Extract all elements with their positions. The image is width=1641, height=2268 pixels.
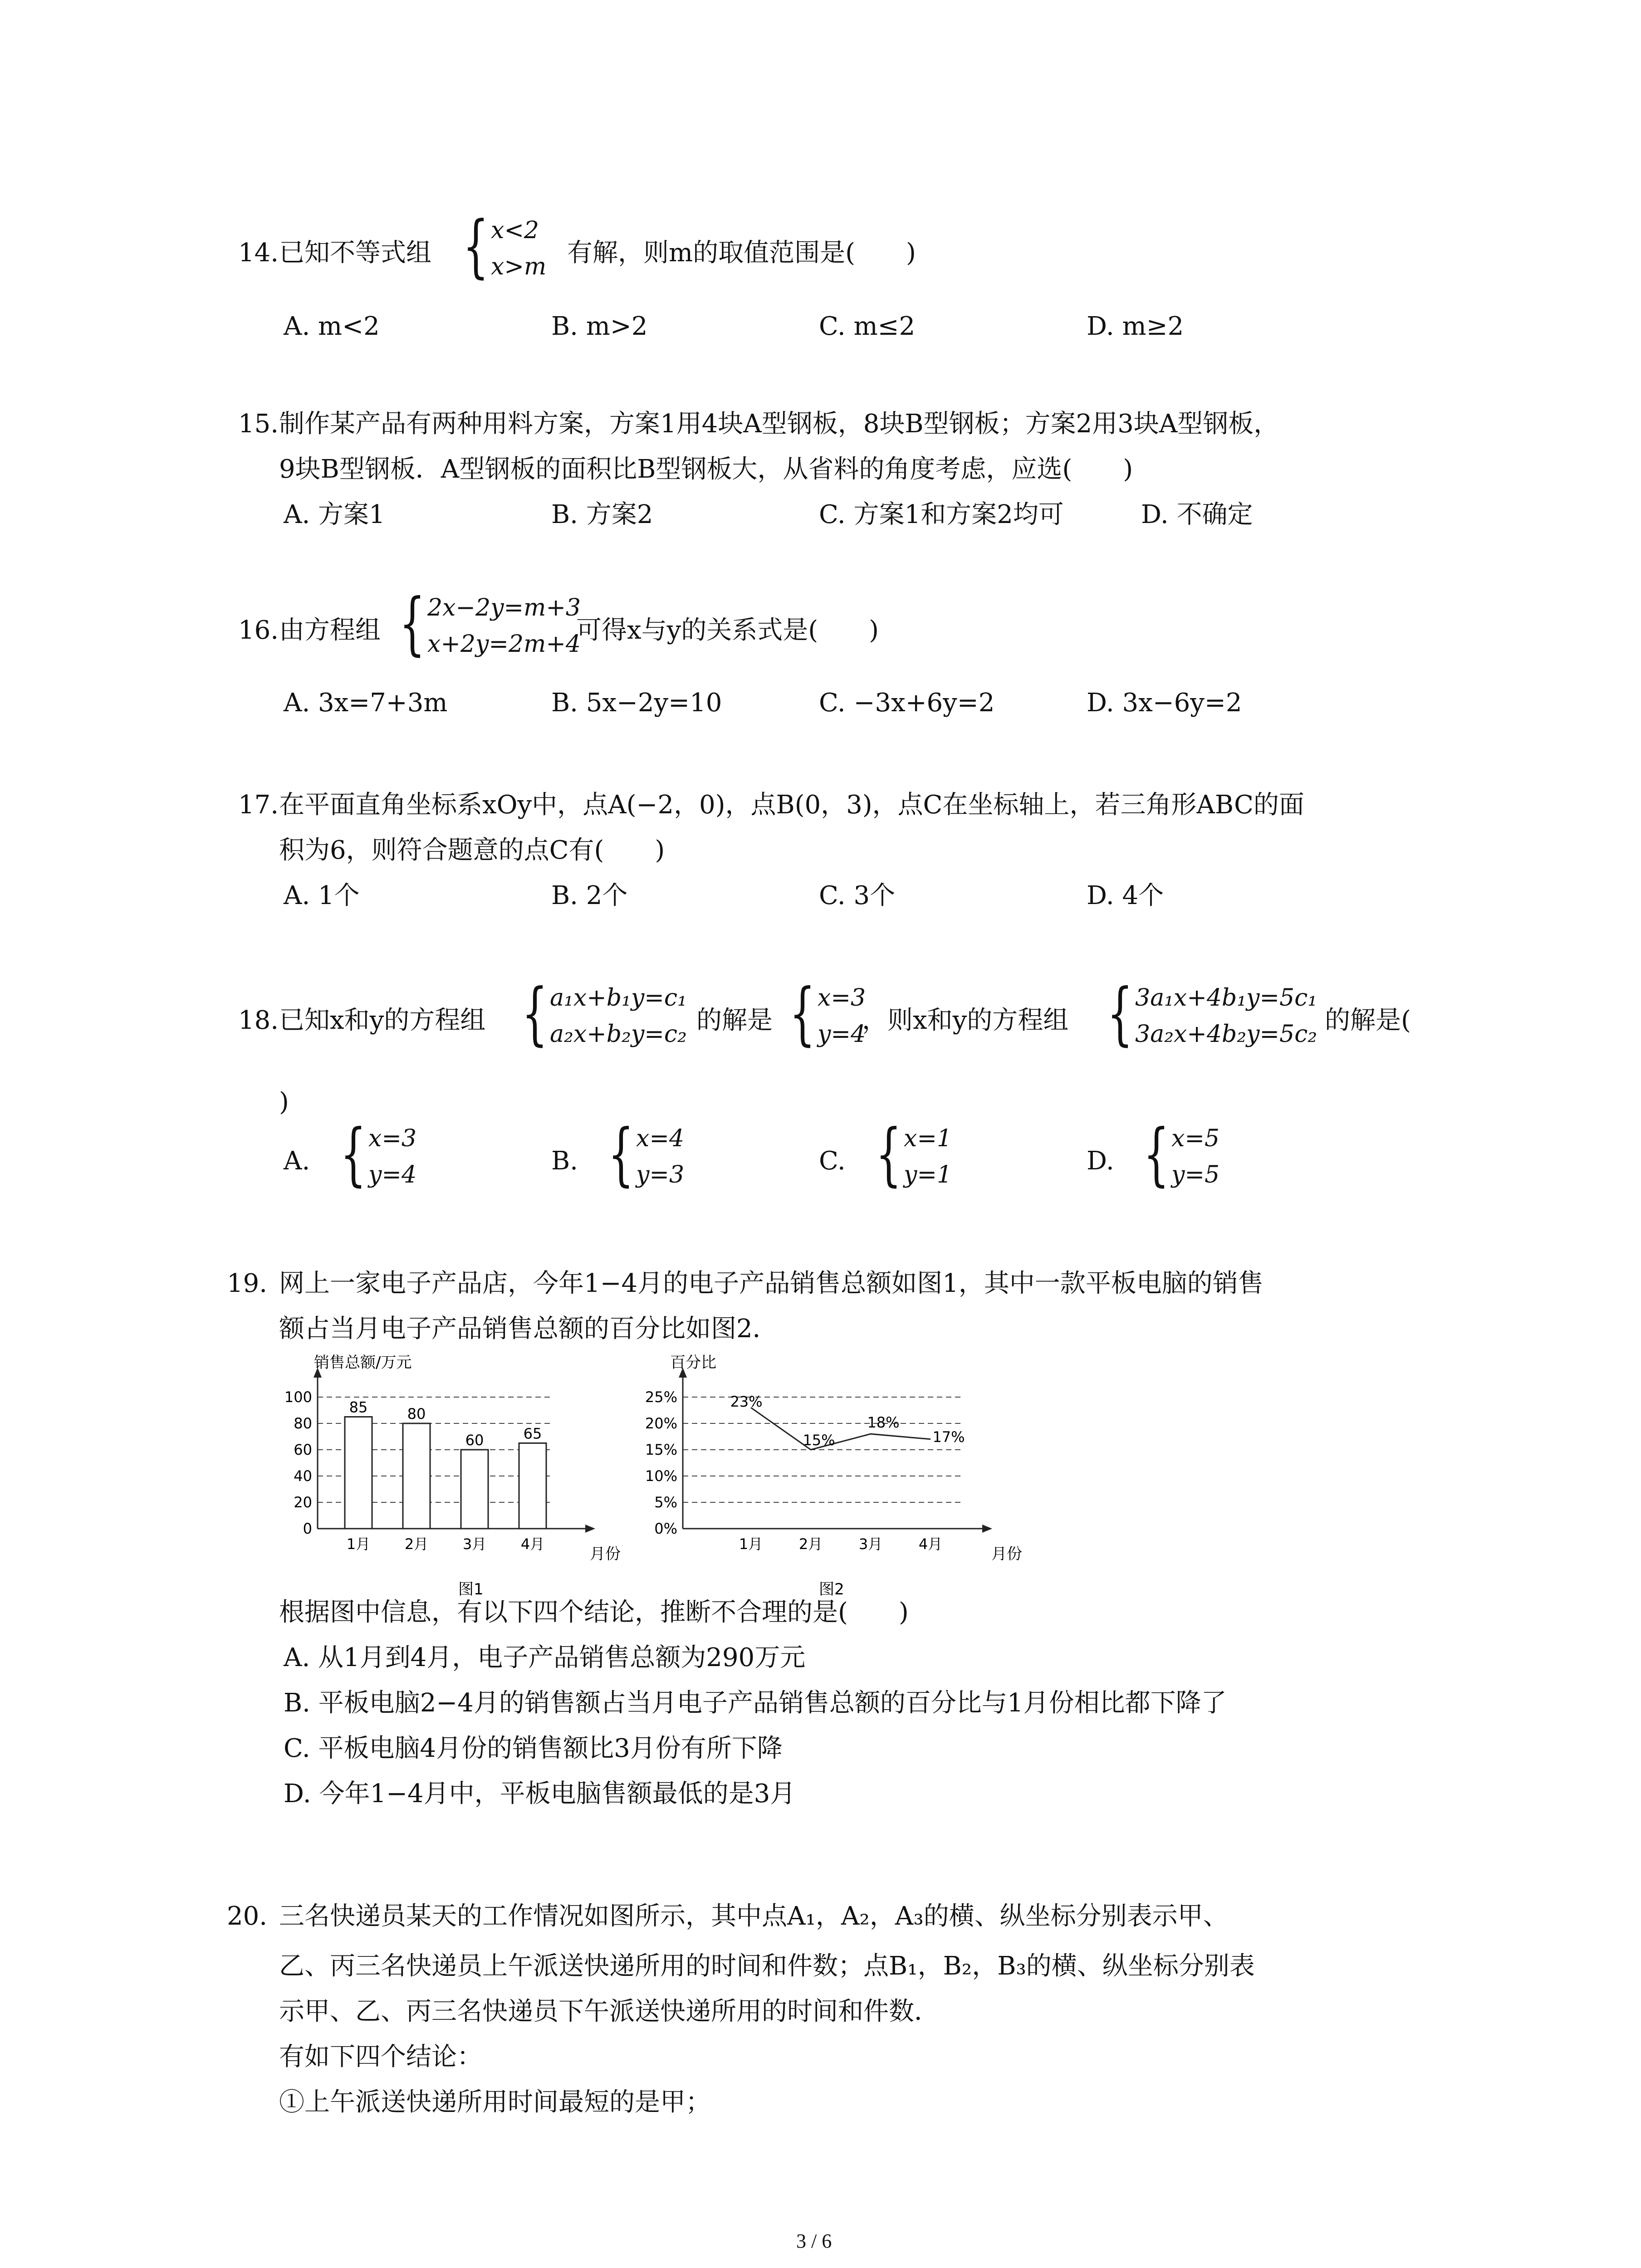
option-label: B. [551,1146,578,1176]
question-number: 19. [227,1269,268,1298]
brace-icon: { [789,974,816,1053]
system-line: x=4 [636,1125,684,1152]
brace-icon: { [522,974,548,1053]
question-text: 的解是( [1325,1006,1411,1035]
bar [345,1417,372,1529]
brace-icon: { [608,1115,634,1194]
brace-icon: { [876,1115,902,1194]
option-label: D. [1087,1146,1114,1176]
y-tick-label: 20 [294,1494,312,1511]
question-text: 乙、丙三名快递员上午派送快递所用的时间和件数；点B₁，B₂，B₃的横、纵坐标分别表 [279,1951,1255,1981]
option-a[interactable]: A. 方案1 [284,500,385,529]
option-b[interactable]: B. 方案2 [551,500,653,529]
option-d[interactable]: D. 3x−6y=2 [1087,688,1242,718]
option-c[interactable]: C. 3个 [819,881,896,910]
y-tick-label: 20% [645,1415,677,1432]
question-text: ，则x和y的方程组 [862,1006,1069,1035]
chart-title: 图1 [458,1580,484,1598]
y-tick-label: 100 [284,1388,312,1406]
question-text: 根据图中信息，有以下四个结论，推断不合理的是( ) [279,1598,909,1627]
question-text: ) [279,1087,289,1117]
option-c[interactable]: C. −3x+6y=2 [819,688,995,718]
brace-icon: { [463,207,489,286]
data-label: 15% [803,1432,835,1449]
question-text: ①上午派送快递所用时间最短的是甲； [279,2087,711,2117]
axes [284,1368,595,1553]
chart-title: 图2 [819,1580,844,1598]
system-line: 3a₂x+4b₂y=5c₂ [1135,1021,1318,1048]
data-label: 60 [465,1432,484,1449]
option-b[interactable]: B. 平板电脑2−4月的销售额占当月电子产品销售总额的百分比与1月份相比都下降了 [284,1688,1227,1718]
x-tick-label: 2月 [798,1535,823,1553]
x-axis-label: 月份 [991,1545,1022,1563]
brace-icon: { [1107,974,1133,1053]
x-axis-arrow [982,1525,992,1533]
x-tick-label: 1月 [346,1535,371,1553]
y-tick-label: 80 [294,1415,312,1432]
axes [645,1368,992,1553]
question-text: 网上一家电子产品店，今年1−4月的电子产品销售总额如图1，其中一款平板电脑的销售 [279,1269,1264,1298]
y-tick-label: 60 [294,1441,312,1458]
system-line: y=4 [368,1161,417,1188]
x-tick-label: 3月 [462,1535,487,1553]
question-number: 16. [238,616,279,645]
bar [519,1443,546,1529]
system-line: x=3 [368,1125,416,1152]
question-text: 9块B型钢板．A型钢板的面积比B型钢板大，从省料的角度考虑，应选( ) [279,455,1133,484]
line-chart-tablet-percentage [633,1354,1037,1608]
question-number: 14. [238,238,279,268]
y-tick-label: 0 [303,1520,312,1537]
data-label: 17% [932,1428,965,1446]
option-a[interactable]: A. 从1月到4月，电子产品销售总额为290万元 [284,1643,806,1672]
question-number: 17. [238,790,279,820]
question-text: 由方程组 [279,616,381,645]
option-label: A. [284,1146,310,1176]
system-line: x<2 [491,217,539,244]
y-axis-label: 百分比 [670,1354,716,1372]
question-number: 15. [238,409,279,439]
y-tick-label: 40 [294,1467,312,1485]
option-a[interactable]: A. 3x=7+3m [284,688,448,718]
data-label: 85 [349,1398,368,1416]
system-line: x=3 [818,984,866,1012]
bar [461,1450,488,1529]
system-line: x=5 [1171,1125,1220,1152]
question-text: 已知x和y的方程组 [279,1006,486,1035]
option-a[interactable]: A. 1个 [284,881,360,910]
system-line: y=5 [1171,1161,1220,1188]
system-line: 2x−2y=m+3 [427,594,581,621]
option-d[interactable]: D. 今年1−4月中，平板电脑售额最低的是3月 [284,1779,796,1809]
option-label: C. [819,1146,846,1176]
y-tick-label: 10% [645,1467,677,1485]
option-d[interactable]: D. 4个 [1087,881,1164,910]
x-axis-label: 月份 [590,1545,621,1563]
system-line: a₁x+b₁y=c₁ [550,984,687,1012]
brace-icon: { [340,1115,367,1194]
data-label: 18% [867,1414,900,1432]
bar-chart-sales-total [277,1354,622,1608]
question-number: 20. [227,1901,268,1931]
data-label: 23% [730,1393,763,1411]
question-text: 积为6，则符合题意的点C有( ) [279,836,665,865]
x-tick-label: 4月 [520,1535,545,1553]
y-tick-label: 15% [645,1441,677,1458]
series-line [751,1408,931,1450]
brace-icon: { [1143,1115,1170,1194]
option-c[interactable]: C. 平板电脑4月份的销售额比3月份有所下降 [284,1734,783,1763]
question-text: 制作某产品有两种用料方案，方案1用4块A型钢板，8块B型钢板；方案2用3块A型钢板， [279,409,1279,439]
option-b[interactable]: B. 5x−2y=10 [551,688,722,718]
y-tick-label: 5% [654,1494,677,1511]
system-line: y=3 [636,1161,685,1188]
question-number: 18. [238,1006,279,1035]
x-tick-label: 1月 [739,1535,763,1553]
data-label: 80 [407,1405,426,1422]
y-tick-label: 0% [654,1520,677,1537]
system-line: 3a₁x+4b₁y=5c₁ [1135,984,1318,1012]
data-label: 65 [523,1425,542,1442]
option-b[interactable]: B. m>2 [551,312,648,341]
question-text: 示甲、乙、丙三名快递员下午派送快递所用的时间和件数． [279,1997,940,2026]
x-tick-label: 4月 [918,1535,943,1553]
y-tick-label: 25% [645,1388,677,1406]
option-c[interactable]: C. m≤2 [819,312,916,341]
question-text: 在平面直角坐标系xOy中，点A(−2，0)，点B(0，3)，点C在坐标轴上，若三角形ABC的面 [279,790,1304,820]
option-b[interactable]: B. 2个 [551,881,628,910]
x-tick-label: 2月 [404,1535,429,1553]
question-text: 三名快递员某天的工作情况如图所示，其中点A₁，A₂，A₃的横、纵坐标分别表示甲、 [279,1901,1229,1931]
system-line: x+2y=2m+4 [427,631,581,658]
y-axis-label: 销售总额/万元 [314,1354,412,1372]
question-text: 已知不等式组 [279,238,431,268]
system-line: x>m [491,253,547,280]
system-line: y=1 [904,1161,952,1188]
x-tick-label: 3月 [858,1535,883,1553]
question-text: 的解是 [696,1006,773,1035]
question-text: 有解，则m的取值范围是( ) [567,238,916,268]
option-d[interactable]: D. 不确定 [1141,500,1253,529]
page-number: 3 / 6 [796,2230,832,2252]
system-line: a₂x+b₂y=c₂ [550,1021,687,1048]
series-line [730,1393,965,1450]
bar [403,1423,430,1529]
question-text: 可得x与y的关系式是( ) [576,616,879,645]
bars [345,1399,546,1529]
option-d[interactable]: D. m≥2 [1087,312,1184,341]
system-line: x=1 [904,1125,952,1152]
question-text: 额占当月电子产品销售总额的百分比如图2． [279,1314,778,1344]
option-a[interactable]: A. m<2 [284,312,380,341]
question-text: 有如下四个结论： [279,2042,482,2072]
system-line: y=4 [818,1021,866,1048]
option-c[interactable]: C. 方案1和方案2均可 [819,500,1064,529]
brace-icon: { [399,584,426,663]
x-axis-arrow [585,1525,595,1533]
grid-lines [683,1397,964,1502]
